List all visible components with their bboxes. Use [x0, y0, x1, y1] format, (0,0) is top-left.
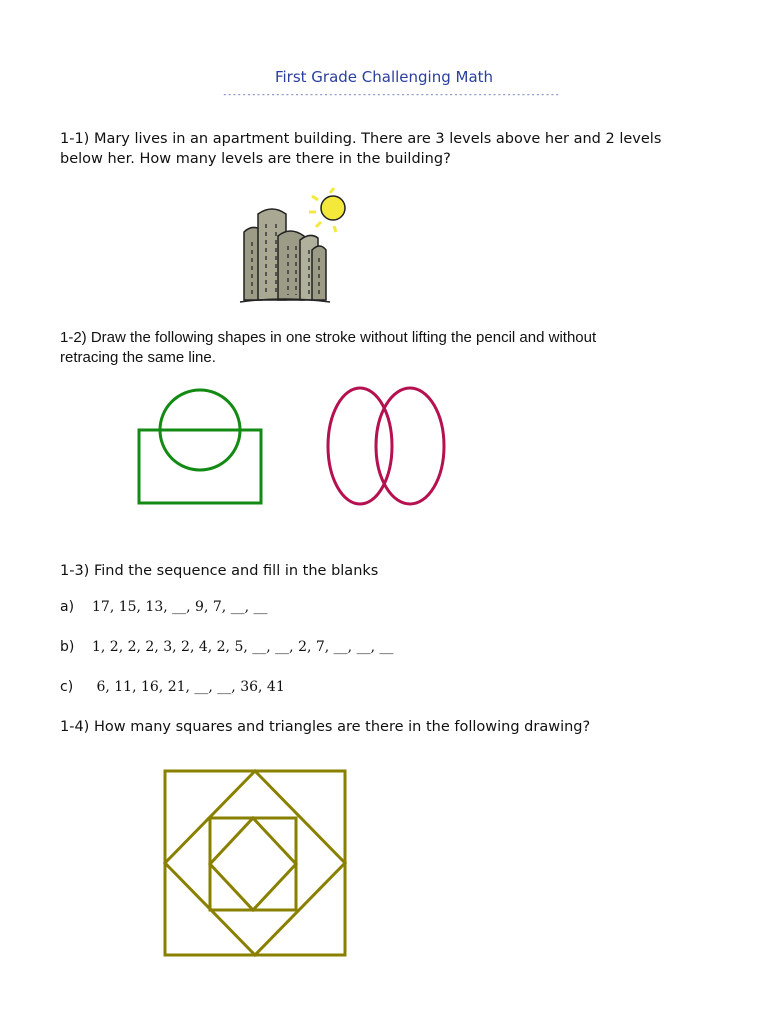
outer-diamond: [165, 771, 345, 955]
sequence-c: [60, 679, 285, 695]
sequence-b-label: b): [60, 639, 75, 655]
question-1-2-line-2: retracing the same line.: [60, 349, 216, 366]
sequence-c-label: c): [60, 679, 74, 695]
sequence-b: [60, 639, 394, 655]
question-1-4-text: 1-4) How many squares and triangles are there in the following drawing?: [60, 719, 591, 735]
right-ellipse-shape: [376, 388, 444, 504]
sequence-a: [60, 599, 268, 615]
question-1-3-heading: 1-3) Find the sequence and fill in the blanks: [60, 563, 379, 579]
sequence-b-text: 1, 2, 2, 2, 3, 2, 4, 2, 5, __, __, 2, 7, __, __, __: [92, 639, 394, 655]
inner-square: [210, 818, 296, 910]
question-1-2-line-1: 1-2) Draw the following shapes in one stroke without lifting the pencil and without: [60, 329, 597, 346]
left-ellipse-shape: [328, 388, 392, 504]
page-title: First Grade Challenging Math: [274, 68, 494, 86]
rectangle-shape: [139, 430, 261, 503]
inner-diamond: [210, 818, 296, 910]
sequence-a-text: 17, 15, 13, __, 9, 7, __, __: [92, 599, 268, 615]
outer-square: [165, 771, 345, 955]
sequence-c-text: 6, 11, 16, 21, __, __, 36, 41: [92, 679, 285, 695]
sequence-a-label: a): [60, 599, 75, 615]
title-underline: ----------------------------------------------------------------------: [222, 90, 560, 99]
nested-squares-figure: [165, 771, 345, 955]
question-1-1-line-2: below her. How many levels are there in the building?: [60, 151, 451, 167]
question-1-1-line-1: 1-1) Mary lives in an apartment building. There are 3 levels above her and 2 levels: [60, 131, 662, 147]
